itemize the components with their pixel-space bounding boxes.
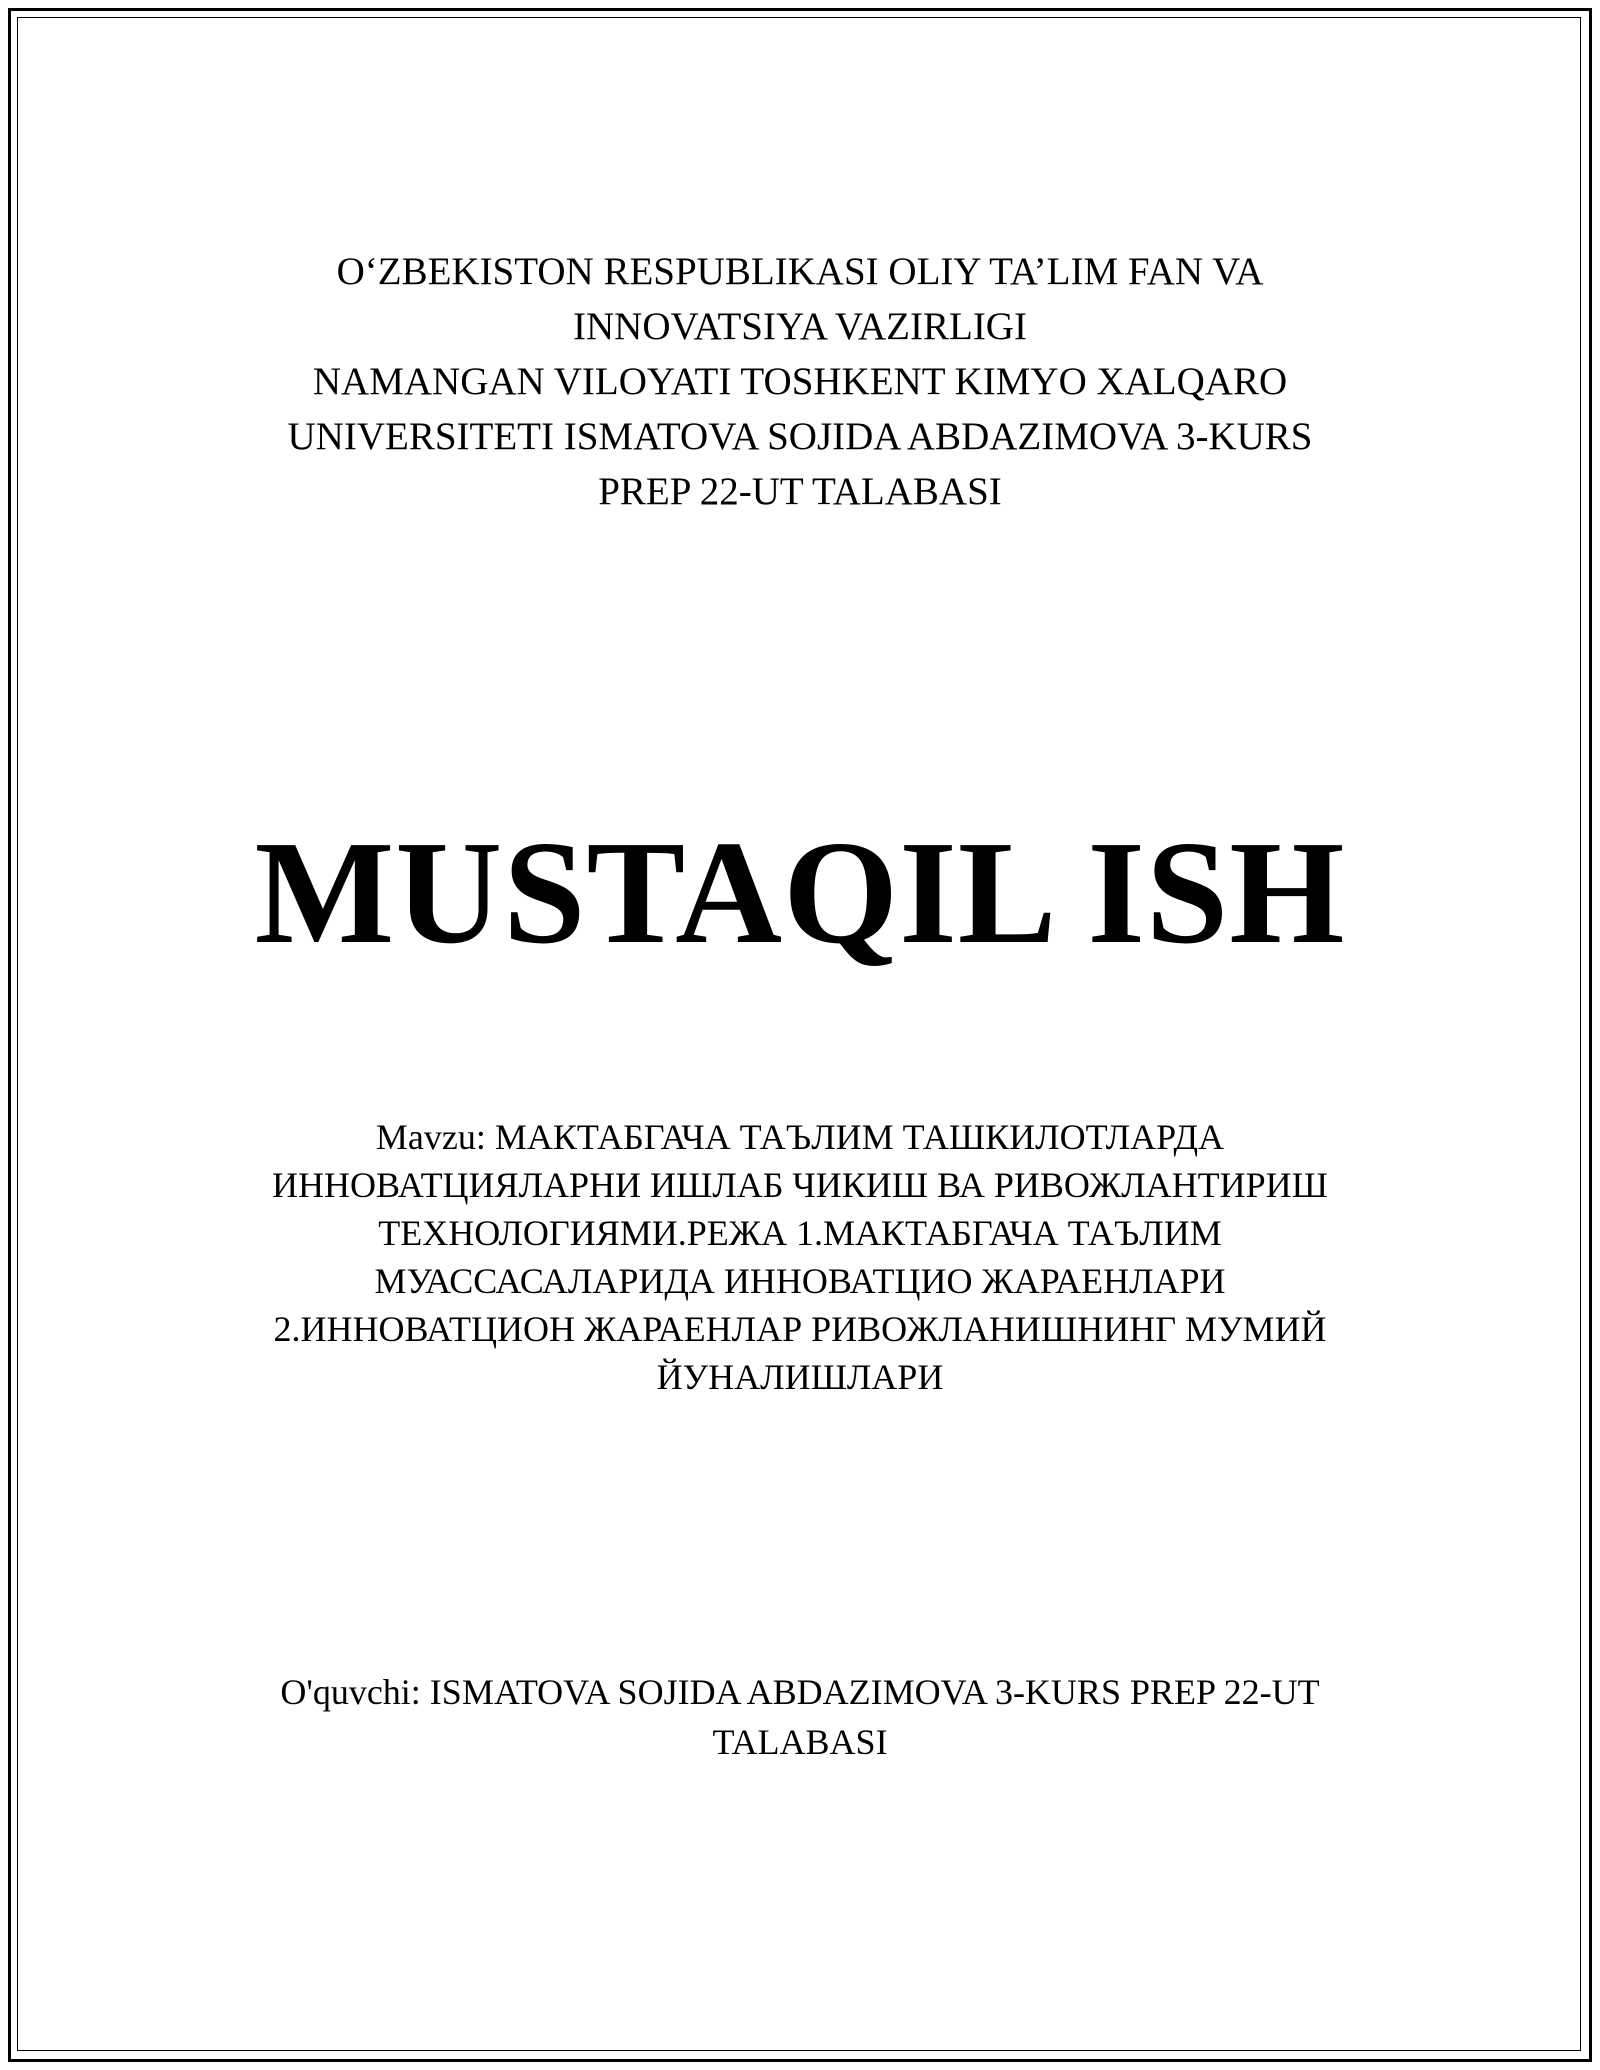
topic-line: 2.ИННОВАТЦИОН ЖАРАЕНЛАР РИВОЖЛАНИШНИНГ МУМИЙ [273, 1309, 1327, 1349]
topic-section [0, 1113, 1600, 1401]
topic-line: ИННОВАТЦИЯЛАРНИ ИШЛАБ ЧИКИШ ВА РИВОЖЛАНТИРИШ [272, 1165, 1328, 1205]
student-line: O'quvchi: ISMATOVA SOJIDA ABDAZIMOVA 3-KURS PREP 22-UT [280, 1672, 1320, 1712]
topic-line: ЙУНАЛИШЛАРИ [656, 1357, 944, 1397]
topic-line: ТЕХНОЛОГИЯМИ.РЕЖА 1.МАКТАБГАЧА ТАЪЛИМ [378, 1213, 1222, 1253]
header-line: INNOVATSIYA VAZIRLIGI [573, 305, 1027, 348]
student-section [0, 1667, 1600, 1767]
institution-header [0, 244, 1600, 519]
document-title: MUSTAQIL ISH [254, 811, 1346, 975]
header-line: PREP 22-UT TALABASI [598, 470, 1002, 513]
header-line: UNIVERSITETI ISMATOVA SOJIDA ABDAZIMOVA 3-KURS [287, 415, 1313, 458]
header-line: O‘ZBEKISTON RESPUBLIKASI OLIY TA’LIM FAN VA [336, 250, 1264, 293]
topic-line: Mavzu: МАКТАБГАЧА ТАЪЛИМ ТАШКИЛОТЛАРДА [375, 1117, 1225, 1157]
topic-line: МУАССАСАЛАРИДА ИННОВАТЦИО ЖАРАЕНЛАРИ [374, 1261, 1226, 1301]
header-line: NAMANGAN VILOYATI TOSHKENT KIMYO XALQARO [312, 360, 1288, 403]
student-line: TALABASI [712, 1722, 888, 1762]
